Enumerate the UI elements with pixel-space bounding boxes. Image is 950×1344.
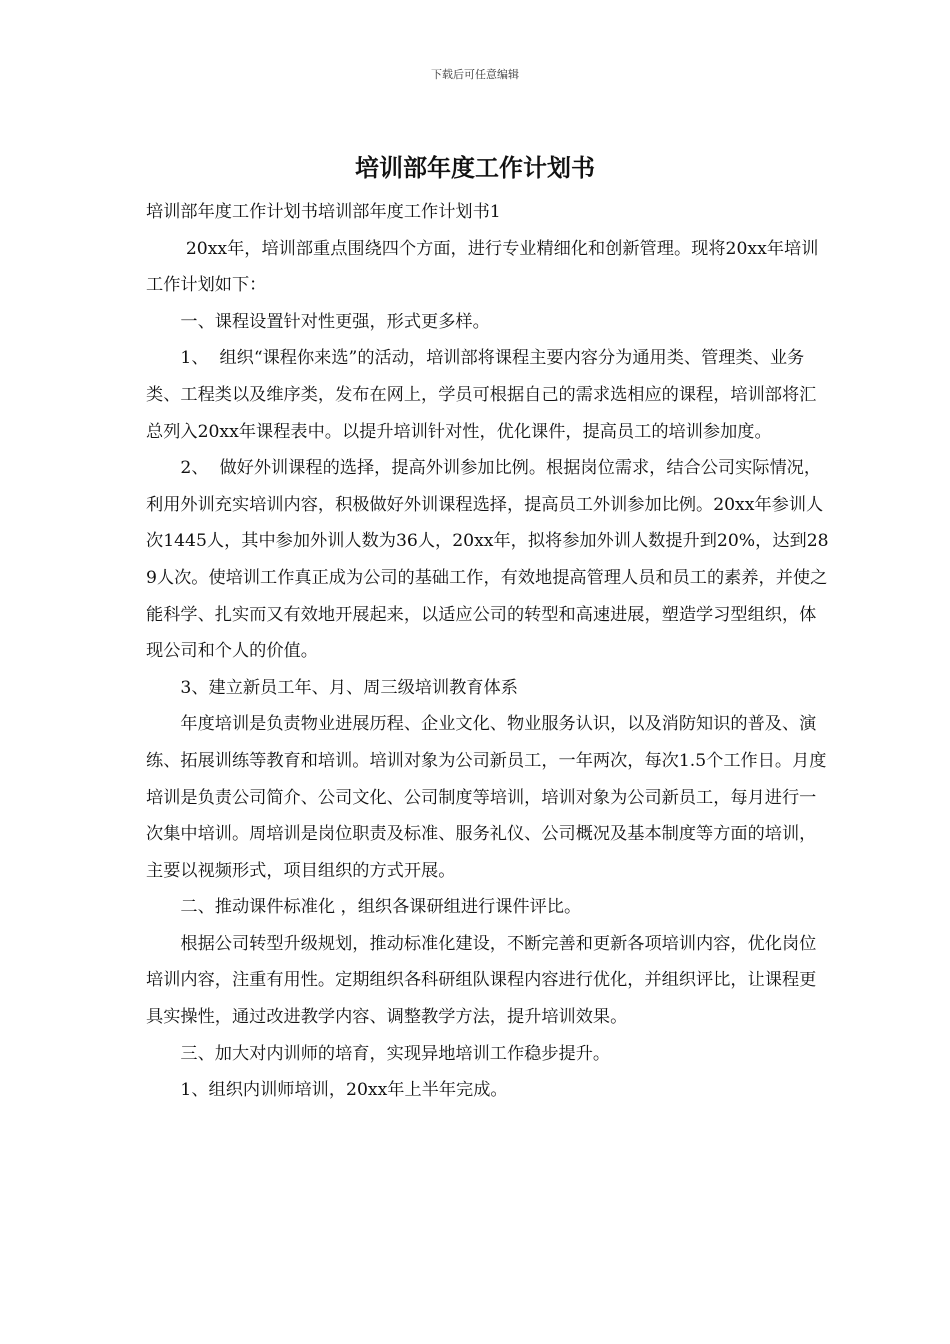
- paragraph-item-3: 3、建立新员工年、月、周三级培训教育体系: [180, 677, 518, 698]
- paragraph-subtitle: 培训部年度工作计划书培训部年度工作计划书1: [146, 202, 501, 222]
- document-title: 培训部年度工作计划书: [355, 153, 595, 182]
- paragraph-standardization: 根据公司转型升级规划，推动标准化建设，不断完善和更新各项培训内容，优化岗位培训内容，注重有用性。定期组织各科研组队课程内容进行优化，并组织评比，让课程更具实操性，通过改进教学内容、调整教学方法，提升培训效果。: [146, 933, 817, 1028]
- paragraph-item-2: 2、 做好外训课程的选择，提高外训参加比例。根据岗位需求，结合公司实际情况，利用外训充实培训内容，积极做好外训课程选择，提高员工外训参加比例。20xx年参训人次1445人，其中参加外训人数为36人，20xx年，拟将参加外训人数提升到20%，达到289人次。使培训工作真正成为公司的基础工作，有效地提高管理人员和员工的素养，并使之能科学、扎实而又有效地开展起来，以适应公司的转型和高速进展，塑造学习型组织，体现公司和个人的价值。: [146, 458, 829, 662]
- paragraph-training-system: 年度培训是负责物业进展历程、企业文化、物业服务认识，以及消防知识的普及、演练、拓展训练等教育和培训。培训对象为公司新员工，一年两次，每次1.5个工作日。月度培训是负责公司简介、公司文化、公司制度等培训，培训对象为公司新员工，每月进行一次集中培训。周培训是岗位职责及标准、服务礼仪、公司概况及基本制度等方面的培训，主要以视频形式，项目组织的方式开展。: [146, 714, 827, 881]
- header-note: 下载后可任意编辑: [431, 68, 519, 81]
- section-heading-2: 二、推动课件标准化 ，组织各课研组进行课件评比。: [180, 897, 582, 918]
- paragraph-intro: 20xx年，培训部重点围绕四个方面，进行专业精细化和创新管理。现将20xx年培训工作计划如下：: [146, 238, 819, 296]
- section-heading-3: 三、加大对内训师的培育，实现异地培训工作稳步提升。: [180, 1043, 611, 1064]
- paragraph-item-1: 1、 组织“课程你来选”的活动，培训部将课程主要内容分为通用类、管理类、业务类、工程类以及维序类，发布在网上，学员可根据自己的需求选相应的课程，培训部将汇总列入20xx年课程表中。以提升培训针对性，优化课件，提高员工的培训参加度。: [146, 348, 817, 442]
- document-body: [146, 194, 830, 1109]
- paragraph-trainer-item-1: 1、组织内训师培训，20xx年上半年完成。: [180, 1080, 508, 1101]
- section-heading-1: 一、课程设置针对性更强，形式更多样。: [180, 311, 490, 332]
